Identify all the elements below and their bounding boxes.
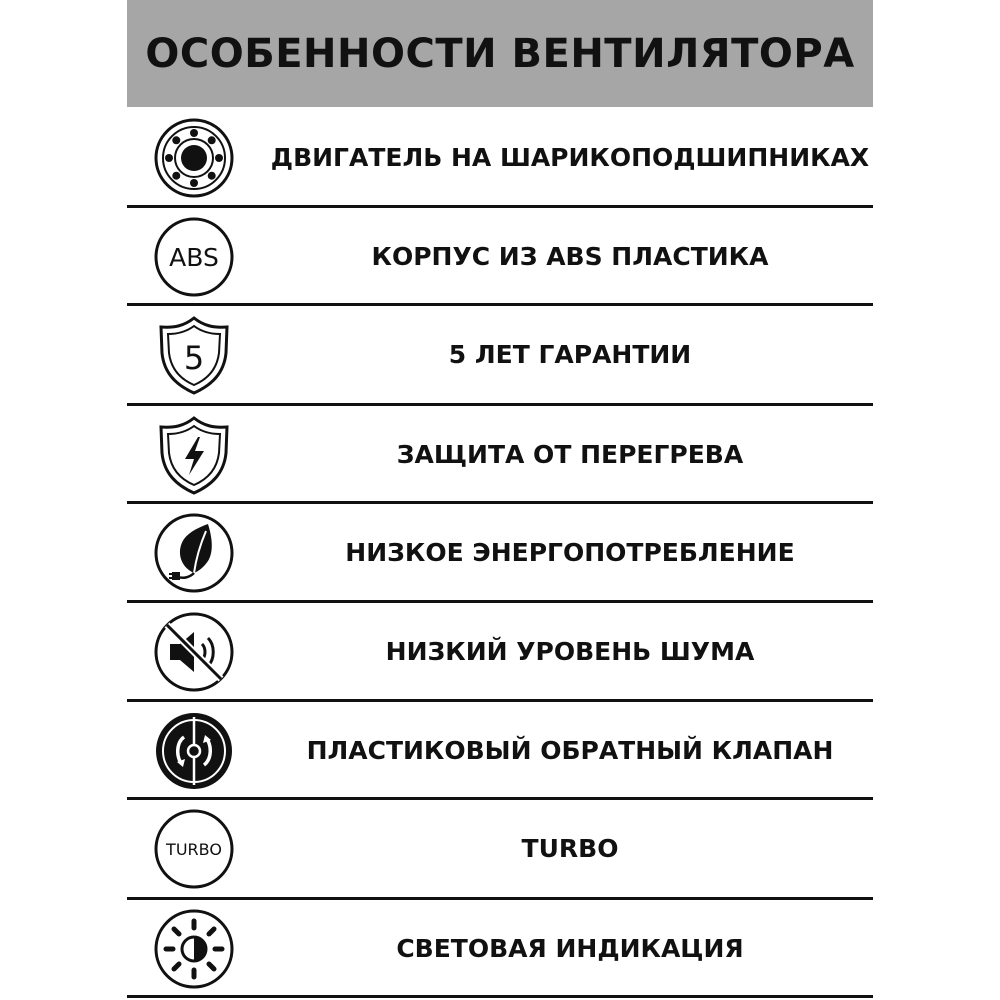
feature-row-valve (127, 702, 873, 798)
feature-row-overheat (127, 406, 873, 502)
feature-label: КОРПУС ИЗ ABS ПЛАСТИКА (371, 241, 769, 271)
feature-row-turbo (127, 800, 873, 896)
feature-row-abs (127, 208, 873, 304)
ball-bearing-icon (152, 116, 236, 200)
shield-five-text: 5 (183, 339, 205, 377)
leaf-plug-icon (152, 511, 236, 595)
light-indicator-icon (152, 907, 236, 991)
check-valve-icon (152, 709, 236, 793)
feature-label: СВЕТОВАЯ ИНДИКАЦИЯ (396, 933, 744, 963)
feature-label: НИЗКИЙ УРОВЕНЬ ШУМА (385, 636, 755, 666)
feature-row-energy (127, 504, 873, 600)
feature-row-indication (127, 900, 873, 996)
feature-row-noise (127, 603, 873, 699)
header-bar (127, 0, 873, 107)
feature-row-bearing (127, 109, 873, 205)
feature-label: TURBO (521, 833, 619, 863)
abs-icon-text: ABS (169, 243, 219, 272)
speaker-muted-icon (152, 610, 236, 694)
divider (127, 995, 873, 998)
page-title: ОСОБЕННОСТИ ВЕНТИЛЯТОРА (145, 30, 855, 77)
feature-label: ЗАЩИТА ОТ ПЕРЕГРЕВА (396, 439, 744, 469)
feature-label: ДВИГАТЕЛЬ НА ШАРИКОПОДШИПНИКАХ (270, 142, 870, 172)
feature-label: НИЗКОЕ ЭНЕРГОПОТРЕБЛЕНИЕ (345, 537, 795, 567)
features-sheet (127, 0, 873, 1000)
turbo-icon (152, 807, 236, 891)
feature-row-warranty (127, 306, 873, 402)
abs-icon (152, 215, 236, 299)
feature-label: 5 ЛЕТ ГАРАНТИИ (448, 339, 692, 369)
shield-five-icon (152, 313, 236, 397)
turbo-icon-text: TURBO (166, 840, 222, 859)
feature-label: ПЛАСТИКОВЫЙ ОБРАТНЫЙ КЛАПАН (306, 735, 834, 765)
shield-lightning-icon (152, 413, 236, 497)
